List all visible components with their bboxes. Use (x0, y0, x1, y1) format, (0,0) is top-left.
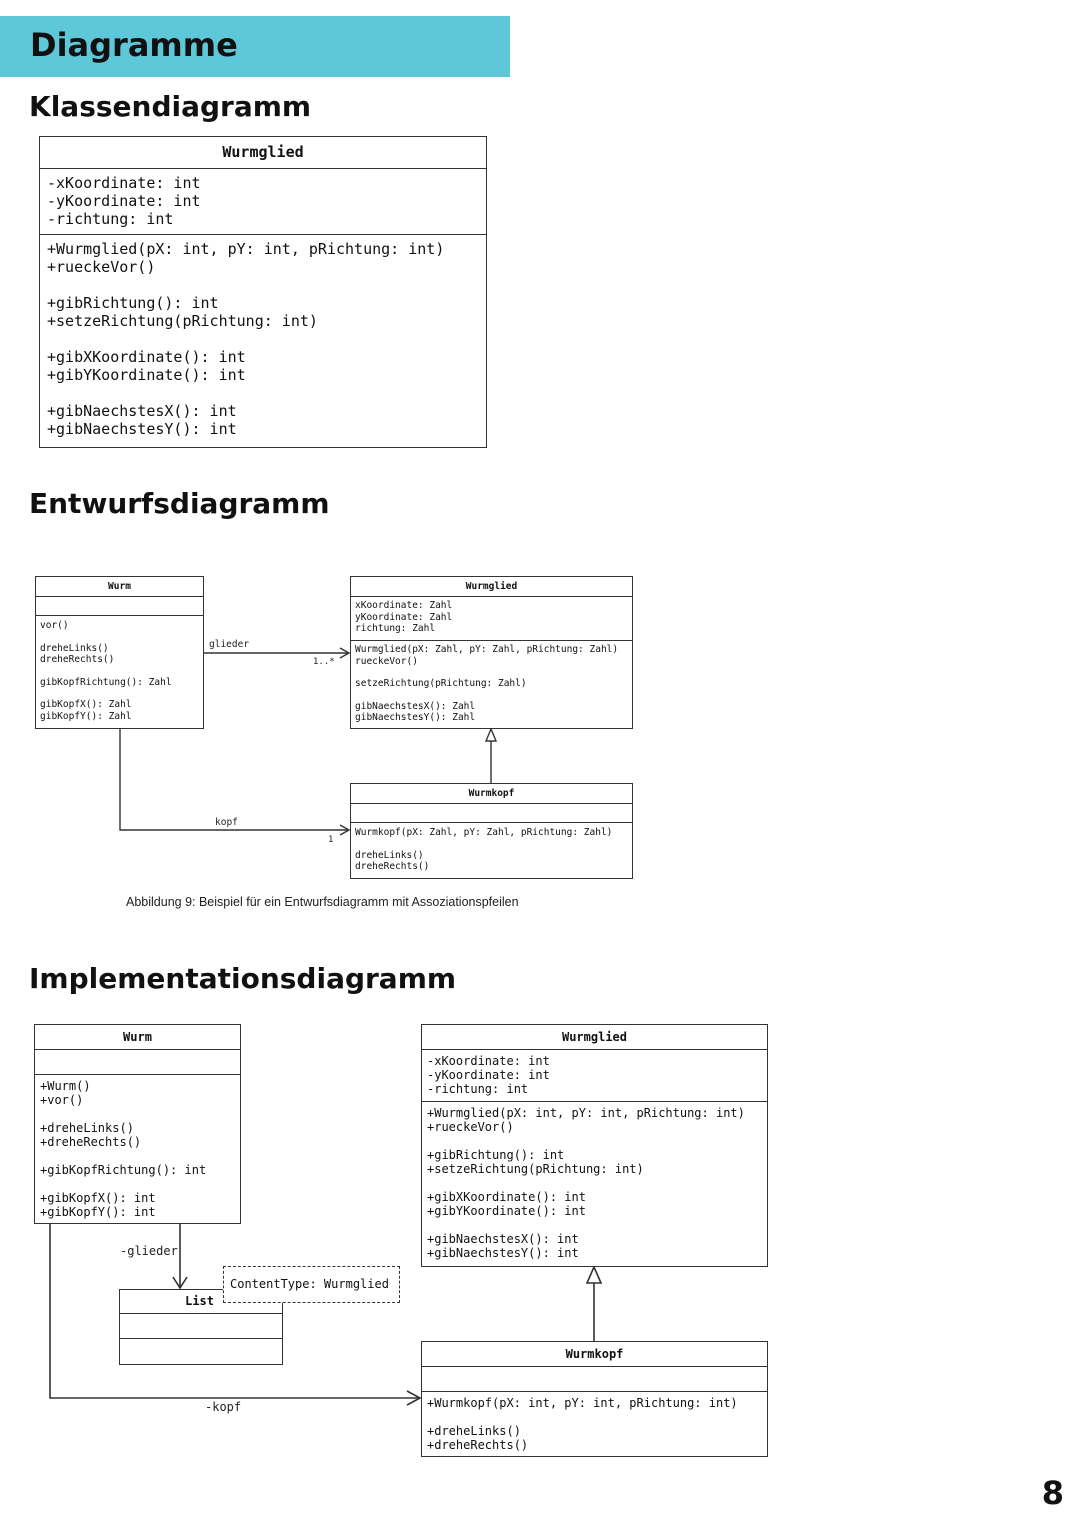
class-name: Wurm (36, 577, 203, 597)
section-heading-implementationsdiagramm: Implementationsdiagramm (29, 962, 457, 995)
method-group (40, 1121, 240, 1149)
class-name: Wurm (35, 1025, 240, 1050)
method: +gibNaechstesX(): int (47, 402, 237, 420)
method-group (427, 1232, 767, 1260)
method: rueckeVor() (355, 655, 418, 667)
attributes-section-empty (120, 1314, 282, 1339)
methods-section (351, 641, 632, 724)
impl-inheritance-triangle (587, 1267, 601, 1283)
method: +gibNaechstesY(): int (47, 420, 237, 438)
entwurf-class-wurmglied (350, 576, 633, 729)
method: +gibKopfY(): int (40, 1205, 156, 1219)
method-group (40, 677, 203, 689)
multiplicity-glieder: 1..* (313, 657, 335, 667)
method-group (47, 348, 486, 384)
method-group (40, 699, 203, 722)
attributes-section (422, 1050, 767, 1102)
methods-section (422, 1392, 767, 1452)
impl-assoc-label-kopf: -kopf (205, 1400, 242, 1414)
impl-arrowhead-kopf (407, 1391, 420, 1405)
page-title: Diagramme (30, 26, 238, 64)
method: +setzeRichtung(pRichtung: int) (47, 312, 318, 330)
impl-class-wurmglied (421, 1024, 768, 1267)
method: +rueckeVor() (47, 258, 156, 276)
assoc-label-glieder: glieder (209, 639, 250, 650)
class-name: Wurmglied (351, 577, 632, 597)
method: +Wurmglied(pX: int, pY: int, pRichtung: int) (47, 240, 445, 258)
method-group (427, 1424, 767, 1452)
multiplicity-kopf: 1 (328, 835, 334, 845)
method-group (40, 1191, 240, 1219)
section-heading-entwurfsdiagramm: Entwurfsdiagramm (29, 487, 330, 520)
method: dreheLinks() (355, 849, 424, 861)
method: +rueckeVor() (427, 1120, 514, 1134)
method-group (355, 701, 632, 724)
method: Wurmkopf(pX: Zahl, pY: Zahl, pRichtung: Zahl) (355, 827, 613, 838)
impl-class-wurm (34, 1024, 241, 1224)
method: +gibYKoordinate(): int (47, 366, 246, 384)
attribute: -yKoordinate: int (427, 1068, 550, 1082)
method: +gibRichtung(): int (47, 294, 219, 312)
class-name: List (120, 1290, 282, 1314)
method-group (355, 850, 632, 873)
method-group (427, 1106, 767, 1134)
impl-assoc-label-glieder: -glieder (120, 1244, 178, 1258)
attribute: -xKoordinate: int (427, 1054, 550, 1068)
method: +gibNaechstesY(): int (427, 1246, 579, 1260)
method-group (427, 1190, 767, 1218)
attributes-section-empty (351, 804, 632, 823)
method: gibNaechstesX(): Zahl (355, 700, 476, 712)
method-group (40, 620, 203, 632)
attribute: -yKoordinate: int (47, 192, 201, 210)
method: +Wurmglied(pX: int, pY: int, pRichtung: int) (427, 1106, 745, 1120)
class-name: Wurmglied (422, 1025, 767, 1050)
method: gibKopfRichtung(): Zahl (40, 676, 172, 688)
method-group (47, 402, 486, 438)
method-group (40, 1079, 240, 1107)
method: +Wurmkopf(pX: int, pY: int, pRichtung: int) (427, 1396, 738, 1410)
method: +gibNaechstesX(): int (427, 1232, 579, 1246)
method: gibNaechstesY(): Zahl (355, 712, 476, 723)
method-group (427, 1148, 767, 1176)
class-name: Wurmkopf (351, 784, 632, 804)
methods-section-empty (120, 1339, 282, 1364)
entwurf-class-wurm (35, 576, 204, 729)
class-name: Wurmglied (40, 137, 486, 169)
attributes-section (351, 597, 632, 641)
method: +vor() (40, 1093, 84, 1107)
method: +dreheLinks() (427, 1424, 521, 1438)
methods-section (35, 1075, 240, 1219)
method: gibKopfY(): Zahl (40, 710, 132, 722)
method: dreheRechts() (40, 654, 115, 665)
method: dreheRechts() (355, 861, 430, 872)
attributes-section-empty (422, 1367, 767, 1392)
method: vor() (40, 620, 69, 631)
method-group (40, 1163, 240, 1177)
methods-section (351, 823, 632, 873)
methods-section (36, 616, 203, 722)
methods-section (40, 235, 486, 438)
attributes-section-empty (36, 597, 203, 616)
assoc-line-kopf (120, 729, 348, 830)
class-name: Wurmkopf (422, 1342, 767, 1367)
figure-caption: Abbildung 9: Beispiel für ein Entwurfsdiagramm mit Assoziationspfeilen (126, 895, 519, 909)
method: +gibXKoordinate(): int (427, 1190, 586, 1204)
method-group (355, 678, 632, 690)
method: gibKopfX(): Zahl (40, 699, 132, 710)
page-title-bar (0, 16, 510, 77)
method: Wurmglied(pX: Zahl, pY: Zahl, pRichtung: Zahl) (355, 644, 619, 655)
method: +setzeRichtung(pRichtung: int) (427, 1162, 644, 1176)
method: +gibYKoordinate(): int (427, 1204, 586, 1218)
methods-section (422, 1102, 767, 1260)
attribute: richtung: Zahl (355, 623, 436, 634)
attribute: -richtung: int (427, 1082, 529, 1096)
method-group (47, 240, 486, 276)
attribute: -xKoordinate: int (47, 174, 201, 192)
inheritance-triangle (486, 729, 496, 741)
method: +gibKopfRichtung(): int (40, 1163, 207, 1177)
method: dreheLinks() (40, 642, 109, 654)
attributes-section-empty (35, 1050, 240, 1075)
method: +dreheLinks() (40, 1121, 134, 1135)
entwurf-class-wurmkopf (350, 783, 633, 879)
class-box-wurmglied (39, 136, 487, 448)
attribute: -richtung: int (47, 210, 174, 228)
page-number: 8 (1041, 1474, 1064, 1512)
impl-class-wurmkopf (421, 1341, 768, 1457)
method: +gibRichtung(): int (427, 1148, 565, 1162)
section-heading-klassendiagramm: Klassendiagramm (29, 90, 312, 123)
arrowhead-kopf (340, 825, 349, 835)
method: setzeRichtung(pRichtung: Zahl) (355, 678, 527, 689)
method: +dreheRechts() (427, 1438, 529, 1452)
method: +gibXKoordinate(): int (47, 348, 246, 366)
attribute: yKoordinate: Zahl (355, 611, 453, 623)
method-group (355, 644, 632, 667)
method: +dreheRechts() (40, 1135, 142, 1149)
type-parameter-box: ContentType: Wurmglied (223, 1266, 400, 1303)
method-group (47, 294, 486, 330)
method-group (40, 643, 203, 666)
method: +Wurm() (40, 1079, 91, 1093)
arrowhead-glieder (340, 648, 349, 658)
method-group (427, 1396, 767, 1410)
method: +gibKopfX(): int (40, 1191, 156, 1205)
assoc-label-kopf: kopf (215, 817, 238, 828)
method-group (355, 827, 632, 839)
attributes-section (40, 169, 486, 235)
attribute: xKoordinate: Zahl (355, 600, 453, 611)
impl-arrowhead-glieder (173, 1277, 187, 1288)
